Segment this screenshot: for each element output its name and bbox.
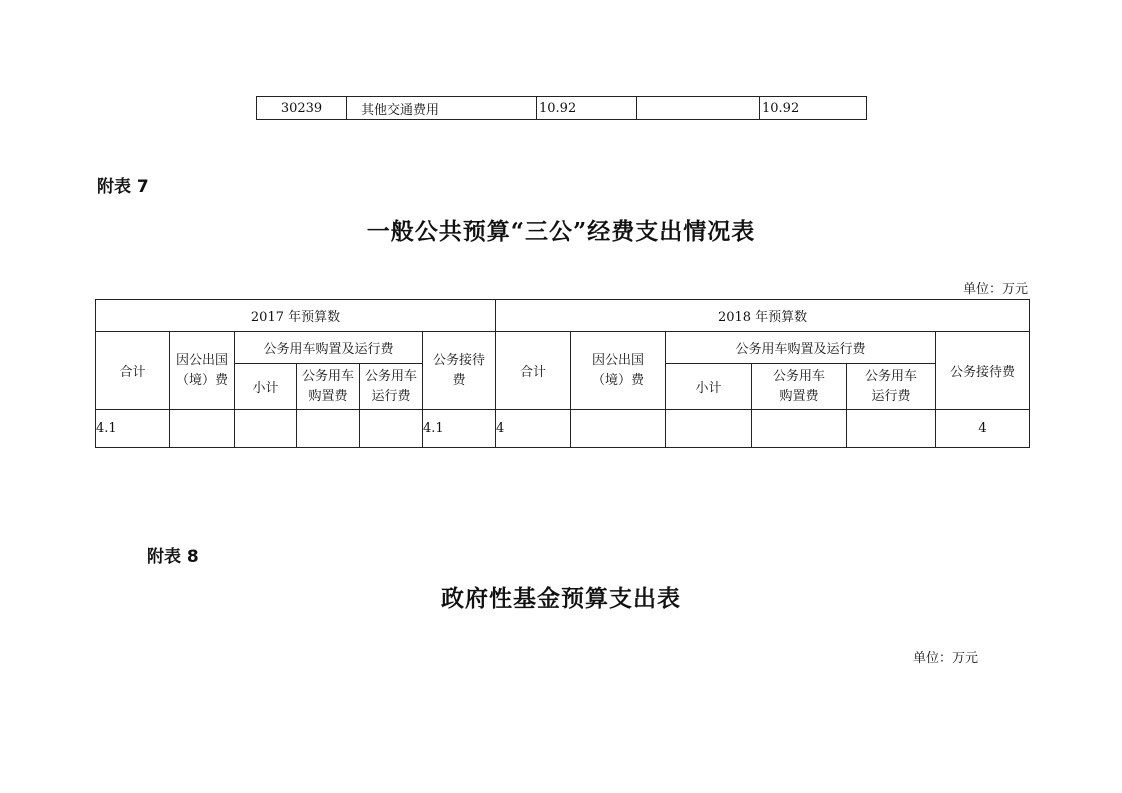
cell-abroad-2018 [571,410,666,448]
cell-reception-2018: 4 [936,410,1030,448]
table-header-row [96,300,1030,332]
unit-label: 单位：万元 [962,282,1028,297]
header-reception: 公务接待费 [936,332,1030,410]
header-2017: 2017 年预算数 [96,300,496,332]
header-purchase: 公务用车购置费 [752,364,847,410]
cell-total-2017: 4.1 [96,410,170,448]
appendix-label: 附表 8 [147,547,199,567]
header-reception: 公务接待费 [423,332,496,410]
page-title: 一般公共预算“三公”经费支出情况表 [366,218,756,245]
cell-total-2018: 4 [496,410,571,448]
cell-purchase-2017 [297,410,360,448]
header-total: 合计 [96,332,170,410]
value-cell [637,97,760,120]
name-cell: 其他交通费用 [347,97,537,120]
header-purchase: 公务用车购置费 [297,364,360,410]
page-title: 政府性基金预算支出表 [441,585,681,612]
table-header-row [96,332,1030,364]
header-2018: 2018 年预算数 [496,300,1030,332]
cell-subtotal-2018 [666,410,752,448]
header-operation: 公务用车运行费 [847,364,936,410]
header-abroad: 因公出国（境）费 [170,332,235,410]
unit-label: 单位：万元 [912,651,978,666]
header-vehicle: 公务用车购置及运行费 [235,332,423,364]
cell-purchase-2018 [752,410,847,448]
header-abroad: 因公出国（境）费 [571,332,666,410]
continued-table [256,96,867,120]
header-subtotal: 小计 [235,364,297,410]
sangong-table [95,299,1030,448]
header-subtotal: 小计 [666,364,752,410]
cell-abroad-2017 [170,410,235,448]
cell-reception-2017: 4.1 [423,410,496,448]
table-row [96,410,1030,448]
header-total: 合计 [496,332,571,410]
value-cell: 10.92 [537,97,637,120]
cell-operation-2017 [360,410,423,448]
table-row [257,97,867,120]
code-cell: 30239 [257,97,347,120]
cell-operation-2018 [847,410,936,448]
value-cell: 10.92 [760,97,867,120]
header-operation: 公务用车运行费 [360,364,423,410]
header-vehicle: 公务用车购置及运行费 [666,332,936,364]
appendix-label: 附表 7 [97,177,149,197]
cell-subtotal-2017 [235,410,297,448]
